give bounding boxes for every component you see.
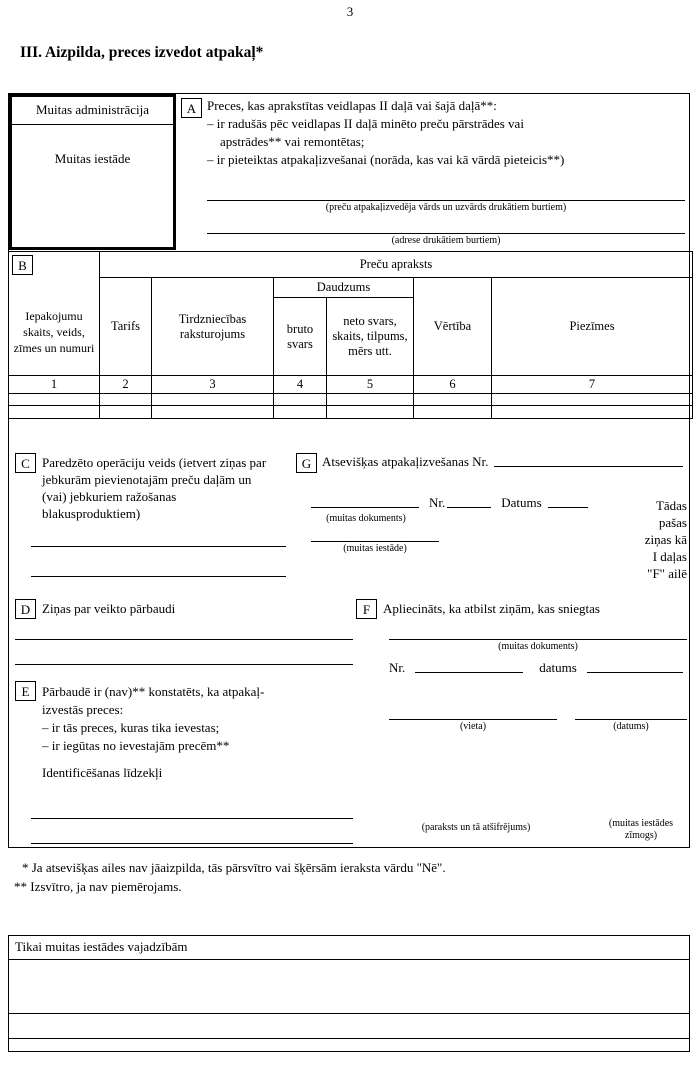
g-note-line: "F" ailē: [647, 566, 687, 581]
section-g-label-box: G: [296, 453, 317, 473]
section-a-label-box: A: [181, 98, 202, 118]
g-document-row: [311, 494, 611, 511]
f-nr-row: [389, 659, 683, 676]
g-note-line: I daļas: [652, 549, 687, 564]
section-c-text: Paredzēto operāciju veids (ietvert ziņas par jebkurām pievienotajām preču daļām un (vai) jebkuriem ražošanas blakusproduktiem): [42, 455, 267, 521]
fill-line: [15, 664, 353, 665]
col-header-notes: Piezīmes: [492, 278, 693, 376]
stamp-caption: [589, 818, 693, 842]
col-header-tariff: Tarifs: [100, 278, 152, 376]
customs-use-title: Tikai muitas iestādes vajadzībām: [9, 936, 689, 960]
blank-cell: [492, 394, 693, 406]
section-g-title: Atsevišķas atpakaļizvešanas Nr.: [322, 454, 489, 469]
col-number-4: 4: [274, 376, 327, 394]
fill-line: [548, 507, 588, 508]
section-a-bullet2: – ir pieteiktas atpakaļizvešanai (norāda, kas vai kā vārdā pieteicis**): [207, 152, 565, 167]
g-datums-label: Datums: [501, 495, 542, 510]
f-document-fill-line: (muitas dokuments): [389, 639, 687, 653]
fill-line: [9, 1013, 689, 1014]
blank-cell: [492, 406, 693, 419]
blank-cell: [9, 406, 100, 419]
page-number: 3: [346, 4, 354, 19]
section-b-label-box: B: [12, 255, 33, 275]
g-note-line: pašas: [658, 515, 687, 530]
blank-cell: [274, 394, 327, 406]
section-e-bullet2: – ir iegūtas no ievestajām precēm**: [42, 738, 230, 753]
g-nr-label: Nr.: [429, 495, 446, 510]
section-e-label-box: E: [15, 681, 36, 701]
col-number-7: 7: [492, 376, 693, 394]
fill-line: [447, 507, 491, 508]
section-e-line1: Pārbaudē ir (nav)** konstatēts, ka atpakaļ-: [42, 684, 265, 699]
blank-cell: [274, 406, 327, 419]
col-header-packages: [9, 252, 100, 376]
f-place-fill-line: (vieta): [389, 719, 557, 733]
section-a-bullet1-cont: apstrādes** vai remontētas;: [220, 134, 365, 149]
fill-line: [415, 672, 523, 673]
f-date-fill-line: (datums): [575, 719, 687, 733]
customs-office-label: Muitas iestāde: [54, 151, 131, 166]
name-fill-line: (preču atpakaļizvedēja vārds un uzvārds drukātiem burtiem): [207, 200, 685, 214]
col-number-6: 6: [414, 376, 492, 394]
signature-caption: (paraksts un tā atšifrējums): [421, 822, 531, 833]
blank-cell: [327, 406, 414, 419]
g-note-line: ziņas kā: [644, 532, 687, 547]
col-header-trade-description: Tirdzniecības raksturojums: [152, 278, 274, 376]
goods-description-header: Preču apraksts: [100, 252, 693, 278]
fill-line: [9, 1038, 689, 1039]
customs-use-box: [8, 935, 690, 1052]
blank-cell: [152, 394, 274, 406]
section-e-identification: Identificēšanas līdzekļi: [42, 765, 163, 780]
blank-cell: [152, 406, 274, 419]
section-d-title: Ziņas par veikto pārbaudi: [42, 601, 176, 616]
col-number-5: 5: [327, 376, 414, 394]
blank-cell: [327, 394, 414, 406]
footnote-1: * Ja atsevišķas ailes nav jāaizpilda, tās pārsvītro vai šķērsām ieraksta vārdu "Nē".: [22, 860, 446, 875]
section-e-line2: izvestās preces:: [42, 702, 124, 717]
stamp-caption-line2: zīmogs): [624, 830, 658, 841]
section-a-text: [207, 97, 685, 169]
col-header-net-weight: neto svars, skaits, tilpums, mērs utt.: [327, 298, 414, 376]
col-number-2: 2: [100, 376, 152, 394]
fill-line: [587, 672, 683, 673]
col-header-quantity-group: Daudzums: [274, 278, 414, 298]
col-number-3: 3: [152, 376, 274, 394]
customs-administration-label: Muitas administrācija: [12, 97, 173, 125]
g-note: [612, 497, 687, 582]
col-number-1: 1: [9, 376, 100, 394]
g-note-line: Tādas: [655, 498, 687, 513]
main-form-box: [8, 93, 690, 848]
col-header-value: Vērtība: [414, 278, 492, 376]
section-f-label-box: F: [356, 599, 377, 619]
section-f-title: Apliecināts, ka atbilst ziņām, kas sniegtas: [383, 601, 600, 616]
blank-cell: [100, 394, 152, 406]
section-a-intro: Preces, kas aprakstītas veidlapas II daļā vai šajā daļā**:: [207, 98, 497, 113]
footnote-2: ** Izsvītro, ja nav piemērojams.: [14, 879, 182, 894]
customs-admin-box: [9, 94, 176, 250]
goods-table: [8, 251, 693, 419]
address-fill-line: (adrese drukātiem burtiem): [207, 233, 685, 247]
blank-cell: [414, 406, 492, 419]
fill-line: [31, 843, 353, 844]
section-c-label-box: C: [15, 453, 36, 473]
blank-cell: [100, 406, 152, 419]
stamp-caption-line1: (muitas iestādes: [608, 818, 674, 829]
fill-line: [15, 639, 353, 640]
blank-cell: [9, 394, 100, 406]
fill-line: [31, 818, 353, 819]
fill-line: [311, 507, 419, 508]
page-title: III. Aizpilda, preces izvedot atpakaļ*: [20, 44, 264, 61]
fill-line: [31, 546, 286, 547]
section-e-text: [42, 683, 360, 782]
col-header-packages-text: Iepakojumu skaits, veids, zīmes un numuri: [13, 309, 95, 355]
g-office-fill-line: (muitas iestāde): [311, 541, 439, 555]
f-nr-label: Nr.: [389, 660, 406, 675]
fill-line: [31, 576, 286, 577]
fill-line: [494, 466, 683, 467]
g-document-caption: (muitas dokuments): [326, 513, 406, 524]
section-a-bullet1: – ir radušās pēc veidlapas II daļā minēto preču pārstrādes vai: [207, 116, 524, 131]
section-d-label-box: D: [15, 599, 36, 619]
blank-cell: [414, 394, 492, 406]
section-g-title-row: [322, 454, 685, 470]
col-header-gross-weight: bruto svars: [274, 298, 327, 376]
f-datums-label: datums: [539, 660, 577, 675]
section-e-bullet1: – ir tās preces, kuras tika ievestas;: [42, 720, 220, 735]
